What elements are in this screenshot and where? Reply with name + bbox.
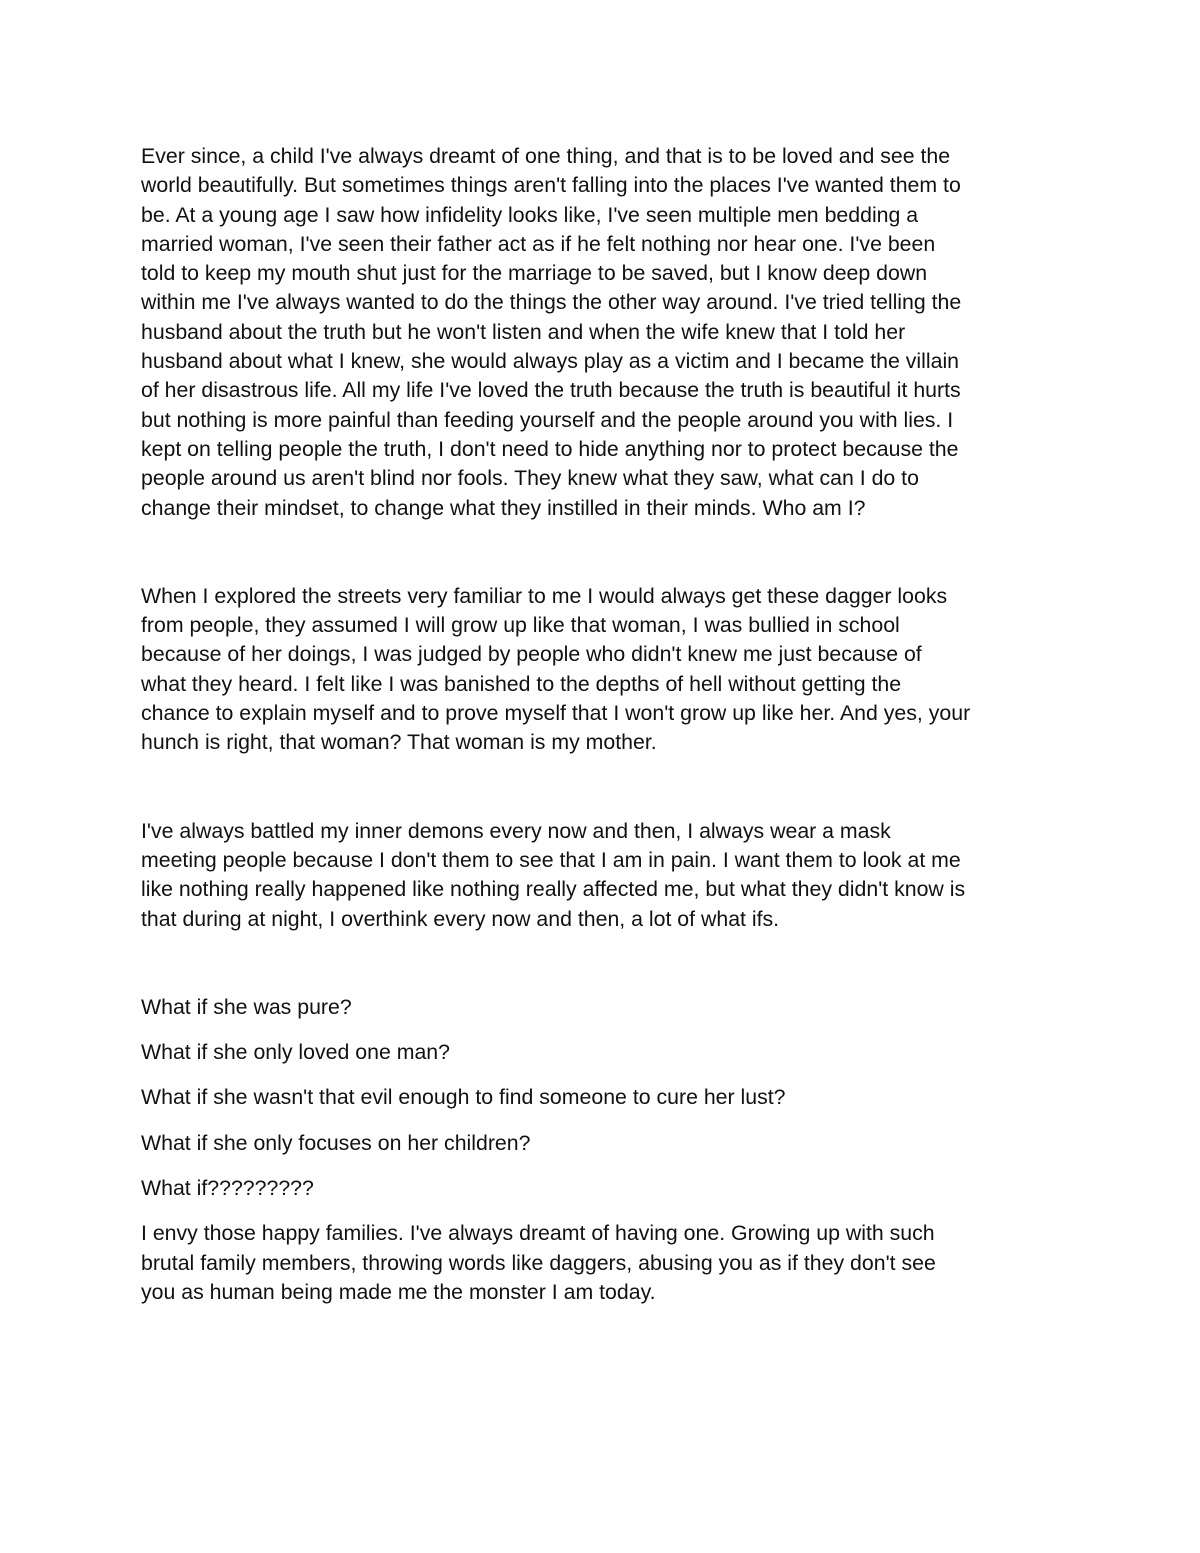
paragraph-streets <box>141 582 1066 758</box>
text-line: you as human being made me the monster I am today. <box>141 1279 656 1304</box>
paragraph-happy-families <box>141 1219 1066 1307</box>
paragraph-spacer <box>141 758 1066 817</box>
document-body <box>141 142 1066 1307</box>
text-line: what they heard. I felt like I was banished to the depths of hell without getting the <box>141 671 902 696</box>
text-line: be. At a young age I saw how infidelity looks like, I've seen multiple men bedding a <box>141 202 919 227</box>
line-spacer <box>141 1158 1066 1174</box>
text-line: but nothing is more painful than feeding yourself and the people around you with lies. I <box>141 407 954 432</box>
text-line: kept on telling people the truth, I don't need to hide anything nor to protect because the <box>141 436 959 461</box>
text-line: hunch is right, that woman? That woman is my mother. <box>141 730 657 755</box>
line-spacer <box>141 1022 1066 1038</box>
line-spacer <box>141 1113 1066 1129</box>
paragraph-childhood <box>141 142 1066 523</box>
what-if-line: What if she wasn't that evil enough to find someone to cure her lust? <box>141 1085 786 1110</box>
text-line: that during at night, I overthink every now and then, a lot of what ifs. <box>141 906 780 931</box>
text-line: chance to explain myself and to prove myself that I won't grow up like her. And yes, your <box>141 701 971 726</box>
text-line: Ever since, a child I've always dreamt of one thing, and that is to be loved and see the <box>141 144 951 168</box>
paragraph-spacer <box>141 523 1066 582</box>
line-spacer <box>141 1203 1066 1219</box>
text-line: husband about what I knew, she would always play as a victim and I became the villain <box>141 349 960 374</box>
text-line: told to keep my mouth shut just for the marriage to be saved, but I know deep down <box>141 261 928 286</box>
text-line: like nothing really happened like nothing really affected me, but what they didn't know is <box>141 877 966 902</box>
line-spacer <box>141 1067 1066 1083</box>
paragraph-spacer <box>141 934 1066 993</box>
text-line: When I explored the streets very familiar to me I would always get these dagger looks <box>141 583 948 608</box>
text-line: within me I've always wanted to do the things the other way around. I've tried telling the <box>141 290 962 315</box>
what-if-line: What if she only focuses on her children? <box>141 1130 531 1155</box>
text-line: world beautifully. But sometimes things aren't falling into the places I've wanted them to <box>141 173 961 198</box>
text-line: I've always battled my inner demons every now and then, I always wear a mask <box>141 818 891 843</box>
text-line: meeting people because I don't them to see that I am in pain. I want them to look at me <box>141 847 961 872</box>
text-line: from people, they assumed I will grow up like that woman, I was bullied in school <box>141 613 900 638</box>
text-line: married woman, I've seen their father act as if he felt nothing nor hear one. I've been <box>141 231 936 256</box>
text-line: brutal family members, throwing words like daggers, abusing you as if they don't see <box>141 1250 936 1275</box>
text-line: I envy those happy families. I've always dreamt of having one. Growing up with such <box>141 1221 935 1246</box>
what-if-line: What if she was pure? <box>141 994 352 1019</box>
text-line: people around us aren't blind nor fools. They knew what they saw, what can I do to <box>141 466 919 491</box>
paragraph-inner-demons <box>141 817 1066 934</box>
what-if-line: What if she only loved one man? <box>141 1040 450 1065</box>
text-line: of her disastrous life. All my life I've loved the truth because the truth is beautiful it hurts <box>141 378 961 403</box>
text-line: husband about the truth but he won't listen and when the wife knew that I told her <box>141 319 906 344</box>
text-line: change their mindset, to change what they instilled in their minds. Who am I? <box>141 495 866 520</box>
text-line: because of her doings, I was judged by people who didn't knew me just because of <box>141 642 922 667</box>
what-if-line: What if????????? <box>141 1176 314 1201</box>
